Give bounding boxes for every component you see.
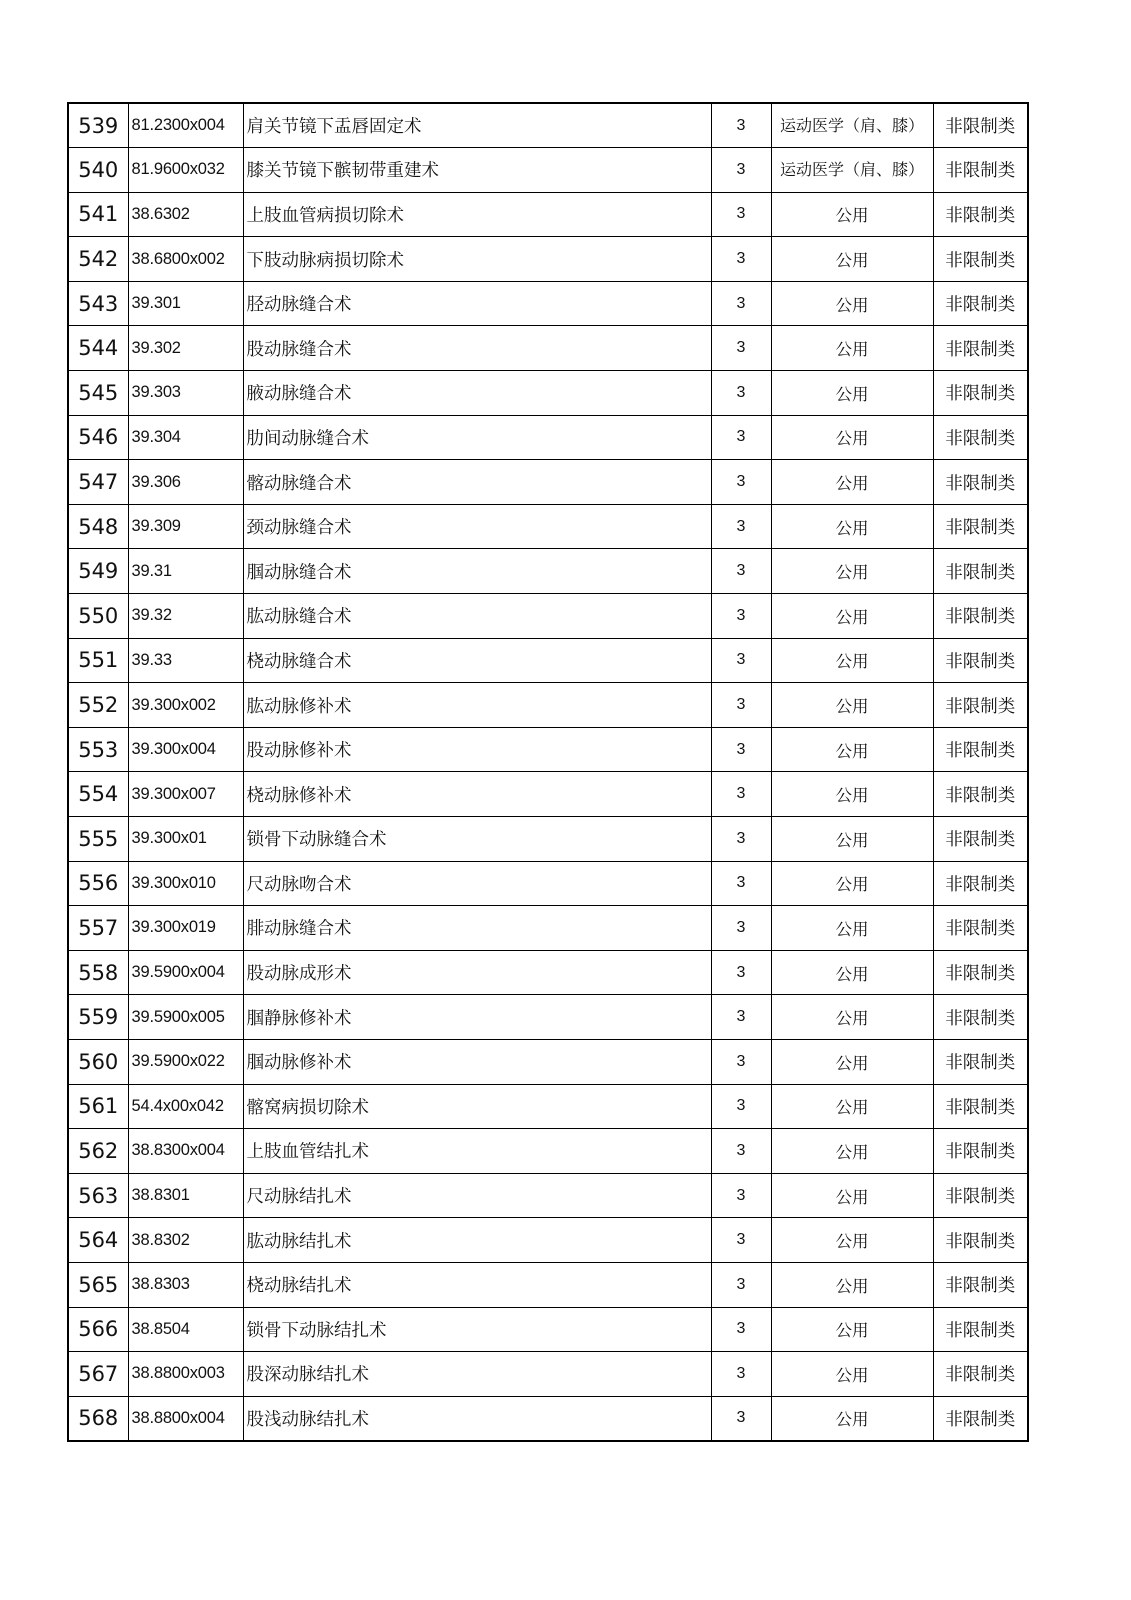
procedure-code-cell: 39.302 bbox=[128, 326, 243, 371]
procedure-table-body bbox=[68, 103, 1028, 1441]
category-cell: 非限制类 bbox=[933, 549, 1028, 594]
row-number-cell: 541 bbox=[68, 192, 128, 237]
row-number-cell: 554 bbox=[68, 772, 128, 817]
table-row bbox=[68, 1262, 1028, 1307]
procedure-code-cell: 38.8303 bbox=[128, 1262, 243, 1307]
category-cell: 非限制类 bbox=[933, 1084, 1028, 1129]
procedure-level-cell: 3 bbox=[711, 371, 771, 416]
table-row bbox=[68, 148, 1028, 193]
table-row bbox=[68, 861, 1028, 906]
table-row bbox=[68, 683, 1028, 728]
procedure-level-cell: 3 bbox=[711, 237, 771, 282]
procedure-name-cell: 肩关节镜下盂唇固定术 bbox=[243, 103, 711, 148]
table-row bbox=[68, 1352, 1028, 1397]
department-cell: 公用 bbox=[771, 1039, 933, 1084]
procedure-name-cell: 桡动脉缝合术 bbox=[243, 638, 711, 683]
procedure-code-cell: 39.300x01 bbox=[128, 817, 243, 862]
procedure-name-cell: 髂窝病损切除术 bbox=[243, 1084, 711, 1129]
department-cell: 公用 bbox=[771, 460, 933, 505]
procedure-level-cell: 3 bbox=[711, 638, 771, 683]
table-row bbox=[68, 549, 1028, 594]
table-row bbox=[68, 237, 1028, 282]
procedure-name-cell: 肱动脉缝合术 bbox=[243, 594, 711, 639]
department-cell: 公用 bbox=[771, 817, 933, 862]
procedure-name-cell: 股浅动脉结扎术 bbox=[243, 1396, 711, 1441]
procedure-name-cell: 尺动脉结扎术 bbox=[243, 1173, 711, 1218]
procedure-code-cell: 39.309 bbox=[128, 504, 243, 549]
procedure-code-cell: 38.8800x003 bbox=[128, 1352, 243, 1397]
procedure-name-cell: 上肢血管结扎术 bbox=[243, 1129, 711, 1174]
department-cell: 公用 bbox=[771, 1352, 933, 1397]
table-row bbox=[68, 638, 1028, 683]
department-cell: 公用 bbox=[771, 549, 933, 594]
procedure-level-cell: 3 bbox=[711, 861, 771, 906]
procedure-level-cell: 3 bbox=[711, 1396, 771, 1441]
procedure-name-cell: 腋动脉缝合术 bbox=[243, 371, 711, 416]
row-number-cell: 542 bbox=[68, 237, 128, 282]
category-cell: 非限制类 bbox=[933, 504, 1028, 549]
procedure-name-cell: 锁骨下动脉结扎术 bbox=[243, 1307, 711, 1352]
procedure-name-cell: 膝关节镜下髌韧带重建术 bbox=[243, 148, 711, 193]
procedure-name-cell: 肱动脉修补术 bbox=[243, 683, 711, 728]
row-number-cell: 565 bbox=[68, 1262, 128, 1307]
department-cell: 运动医学（肩、膝） bbox=[771, 103, 933, 148]
table-row bbox=[68, 371, 1028, 416]
category-cell: 非限制类 bbox=[933, 1396, 1028, 1441]
procedure-level-cell: 3 bbox=[711, 594, 771, 639]
procedure-level-cell: 3 bbox=[711, 103, 771, 148]
department-cell: 公用 bbox=[771, 1396, 933, 1441]
category-cell: 非限制类 bbox=[933, 1352, 1028, 1397]
procedure-name-cell: 股深动脉结扎术 bbox=[243, 1352, 711, 1397]
row-number-cell: 540 bbox=[68, 148, 128, 193]
procedure-level-cell: 3 bbox=[711, 460, 771, 505]
procedure-code-cell: 38.8300x004 bbox=[128, 1129, 243, 1174]
procedure-level-cell: 3 bbox=[711, 995, 771, 1040]
procedure-level-cell: 3 bbox=[711, 148, 771, 193]
category-cell: 非限制类 bbox=[933, 460, 1028, 505]
table-row bbox=[68, 1173, 1028, 1218]
procedure-level-cell: 3 bbox=[711, 326, 771, 371]
department-cell: 公用 bbox=[771, 906, 933, 951]
procedure-level-cell: 3 bbox=[711, 192, 771, 237]
row-number-cell: 559 bbox=[68, 995, 128, 1040]
row-number-cell: 564 bbox=[68, 1218, 128, 1263]
row-number-cell: 553 bbox=[68, 727, 128, 772]
row-number-cell: 563 bbox=[68, 1173, 128, 1218]
procedure-level-cell: 3 bbox=[711, 906, 771, 951]
category-cell: 非限制类 bbox=[933, 995, 1028, 1040]
procedure-name-cell: 腘动脉修补术 bbox=[243, 1039, 711, 1084]
row-number-cell: 551 bbox=[68, 638, 128, 683]
department-cell: 公用 bbox=[771, 683, 933, 728]
table-row bbox=[68, 772, 1028, 817]
procedure-level-cell: 3 bbox=[711, 549, 771, 594]
procedure-code-cell: 39.31 bbox=[128, 549, 243, 594]
table-row bbox=[68, 415, 1028, 460]
table-row bbox=[68, 727, 1028, 772]
category-cell: 非限制类 bbox=[933, 1307, 1028, 1352]
department-cell: 公用 bbox=[771, 995, 933, 1040]
category-cell: 非限制类 bbox=[933, 192, 1028, 237]
procedure-name-cell: 腘静脉修补术 bbox=[243, 995, 711, 1040]
row-number-cell: 543 bbox=[68, 281, 128, 326]
department-cell: 公用 bbox=[771, 371, 933, 416]
category-cell: 非限制类 bbox=[933, 326, 1028, 371]
category-cell: 非限制类 bbox=[933, 906, 1028, 951]
row-number-cell: 548 bbox=[68, 504, 128, 549]
procedure-level-cell: 3 bbox=[711, 1307, 771, 1352]
procedure-code-cell: 39.5900x004 bbox=[128, 950, 243, 995]
category-cell: 非限制类 bbox=[933, 950, 1028, 995]
procedure-name-cell: 上肢血管病损切除术 bbox=[243, 192, 711, 237]
table-row bbox=[68, 504, 1028, 549]
department-cell: 公用 bbox=[771, 638, 933, 683]
table-row bbox=[68, 1084, 1028, 1129]
procedure-code-cell: 54.4x00x042 bbox=[128, 1084, 243, 1129]
procedure-level-cell: 3 bbox=[711, 1129, 771, 1174]
procedure-name-cell: 肋间动脉缝合术 bbox=[243, 415, 711, 460]
procedure-table bbox=[67, 102, 1029, 1442]
category-cell: 非限制类 bbox=[933, 861, 1028, 906]
row-number-cell: 557 bbox=[68, 906, 128, 951]
department-cell: 公用 bbox=[771, 727, 933, 772]
row-number-cell: 550 bbox=[68, 594, 128, 639]
row-number-cell: 549 bbox=[68, 549, 128, 594]
row-number-cell: 567 bbox=[68, 1352, 128, 1397]
procedure-level-cell: 3 bbox=[711, 1262, 771, 1307]
procedure-name-cell: 下肢动脉病损切除术 bbox=[243, 237, 711, 282]
row-number-cell: 555 bbox=[68, 817, 128, 862]
procedure-code-cell: 38.8302 bbox=[128, 1218, 243, 1263]
procedure-code-cell: 38.8504 bbox=[128, 1307, 243, 1352]
table-row bbox=[68, 281, 1028, 326]
row-number-cell: 562 bbox=[68, 1129, 128, 1174]
department-cell: 公用 bbox=[771, 1307, 933, 1352]
table-row bbox=[68, 817, 1028, 862]
category-cell: 非限制类 bbox=[933, 237, 1028, 282]
department-cell: 公用 bbox=[771, 326, 933, 371]
procedure-code-cell: 39.300x002 bbox=[128, 683, 243, 728]
row-number-cell: 539 bbox=[68, 103, 128, 148]
category-cell: 非限制类 bbox=[933, 638, 1028, 683]
procedure-code-cell: 39.5900x022 bbox=[128, 1039, 243, 1084]
row-number-cell: 545 bbox=[68, 371, 128, 416]
department-cell: 公用 bbox=[771, 1173, 933, 1218]
procedure-name-cell: 颈动脉缝合术 bbox=[243, 504, 711, 549]
category-cell: 非限制类 bbox=[933, 1039, 1028, 1084]
department-cell: 公用 bbox=[771, 192, 933, 237]
category-cell: 非限制类 bbox=[933, 772, 1028, 817]
procedure-code-cell: 39.306 bbox=[128, 460, 243, 505]
category-cell: 非限制类 bbox=[933, 103, 1028, 148]
procedure-level-cell: 3 bbox=[711, 950, 771, 995]
table-row bbox=[68, 1307, 1028, 1352]
category-cell: 非限制类 bbox=[933, 148, 1028, 193]
procedure-name-cell: 胫动脉缝合术 bbox=[243, 281, 711, 326]
procedure-level-cell: 3 bbox=[711, 1173, 771, 1218]
category-cell: 非限制类 bbox=[933, 594, 1028, 639]
department-cell: 公用 bbox=[771, 594, 933, 639]
table-row bbox=[68, 594, 1028, 639]
table-row bbox=[68, 192, 1028, 237]
procedure-level-cell: 3 bbox=[711, 415, 771, 460]
procedure-code-cell: 39.300x019 bbox=[128, 906, 243, 951]
procedure-code-cell: 38.8301 bbox=[128, 1173, 243, 1218]
department-cell: 公用 bbox=[771, 504, 933, 549]
procedure-code-cell: 39.300x010 bbox=[128, 861, 243, 906]
table-row bbox=[68, 460, 1028, 505]
category-cell: 非限制类 bbox=[933, 371, 1028, 416]
procedure-name-cell: 股动脉成形术 bbox=[243, 950, 711, 995]
table-row bbox=[68, 1218, 1028, 1263]
procedure-code-cell: 81.9600x032 bbox=[128, 148, 243, 193]
procedure-name-cell: 髂动脉缝合术 bbox=[243, 460, 711, 505]
category-cell: 非限制类 bbox=[933, 1173, 1028, 1218]
table-row bbox=[68, 326, 1028, 371]
department-cell: 公用 bbox=[771, 950, 933, 995]
table-row bbox=[68, 906, 1028, 951]
department-cell: 公用 bbox=[771, 1218, 933, 1263]
procedure-name-cell: 股动脉缝合术 bbox=[243, 326, 711, 371]
department-cell: 公用 bbox=[771, 772, 933, 817]
table-row bbox=[68, 1129, 1028, 1174]
procedure-code-cell: 39.300x007 bbox=[128, 772, 243, 817]
category-cell: 非限制类 bbox=[933, 1262, 1028, 1307]
row-number-cell: 568 bbox=[68, 1396, 128, 1441]
procedure-name-cell: 腘动脉缝合术 bbox=[243, 549, 711, 594]
procedure-name-cell: 桡动脉修补术 bbox=[243, 772, 711, 817]
row-number-cell: 547 bbox=[68, 460, 128, 505]
procedure-name-cell: 尺动脉吻合术 bbox=[243, 861, 711, 906]
department-cell: 公用 bbox=[771, 415, 933, 460]
row-number-cell: 546 bbox=[68, 415, 128, 460]
procedure-code-cell: 39.32 bbox=[128, 594, 243, 639]
procedure-level-cell: 3 bbox=[711, 1039, 771, 1084]
procedure-level-cell: 3 bbox=[711, 727, 771, 772]
table-row bbox=[68, 1039, 1028, 1084]
procedure-level-cell: 3 bbox=[711, 281, 771, 326]
department-cell: 公用 bbox=[771, 861, 933, 906]
department-cell: 公用 bbox=[771, 1129, 933, 1174]
department-cell: 公用 bbox=[771, 1084, 933, 1129]
category-cell: 非限制类 bbox=[933, 1218, 1028, 1263]
category-cell: 非限制类 bbox=[933, 281, 1028, 326]
procedure-code-cell: 39.33 bbox=[128, 638, 243, 683]
department-cell: 运动医学（肩、膝） bbox=[771, 148, 933, 193]
row-number-cell: 561 bbox=[68, 1084, 128, 1129]
procedure-level-cell: 3 bbox=[711, 1352, 771, 1397]
procedure-code-cell: 38.6800x002 bbox=[128, 237, 243, 282]
procedure-name-cell: 腓动脉缝合术 bbox=[243, 906, 711, 951]
table-row bbox=[68, 995, 1028, 1040]
procedure-name-cell: 桡动脉结扎术 bbox=[243, 1262, 711, 1307]
procedure-level-cell: 3 bbox=[711, 504, 771, 549]
procedure-code-cell: 39.300x004 bbox=[128, 727, 243, 772]
row-number-cell: 566 bbox=[68, 1307, 128, 1352]
row-number-cell: 556 bbox=[68, 861, 128, 906]
category-cell: 非限制类 bbox=[933, 727, 1028, 772]
department-cell: 公用 bbox=[771, 1262, 933, 1307]
category-cell: 非限制类 bbox=[933, 683, 1028, 728]
table-row bbox=[68, 950, 1028, 995]
procedure-level-cell: 3 bbox=[711, 1084, 771, 1129]
table-row bbox=[68, 1396, 1028, 1441]
procedure-name-cell: 锁骨下动脉缝合术 bbox=[243, 817, 711, 862]
procedure-code-cell: 39.303 bbox=[128, 371, 243, 416]
procedure-code-cell: 38.8800x004 bbox=[128, 1396, 243, 1441]
procedure-level-cell: 3 bbox=[711, 817, 771, 862]
procedure-code-cell: 39.5900x005 bbox=[128, 995, 243, 1040]
category-cell: 非限制类 bbox=[933, 415, 1028, 460]
procedure-name-cell: 股动脉修补术 bbox=[243, 727, 711, 772]
procedure-code-cell: 38.6302 bbox=[128, 192, 243, 237]
procedure-code-cell: 39.301 bbox=[128, 281, 243, 326]
category-cell: 非限制类 bbox=[933, 817, 1028, 862]
row-number-cell: 558 bbox=[68, 950, 128, 995]
row-number-cell: 560 bbox=[68, 1039, 128, 1084]
table-row bbox=[68, 103, 1028, 148]
procedure-level-cell: 3 bbox=[711, 772, 771, 817]
department-cell: 公用 bbox=[771, 281, 933, 326]
row-number-cell: 544 bbox=[68, 326, 128, 371]
procedure-level-cell: 3 bbox=[711, 683, 771, 728]
procedure-level-cell: 3 bbox=[711, 1218, 771, 1263]
department-cell: 公用 bbox=[771, 237, 933, 282]
procedure-code-cell: 39.304 bbox=[128, 415, 243, 460]
category-cell: 非限制类 bbox=[933, 1129, 1028, 1174]
procedure-name-cell: 肱动脉结扎术 bbox=[243, 1218, 711, 1263]
procedure-code-cell: 81.2300x004 bbox=[128, 103, 243, 148]
row-number-cell: 552 bbox=[68, 683, 128, 728]
